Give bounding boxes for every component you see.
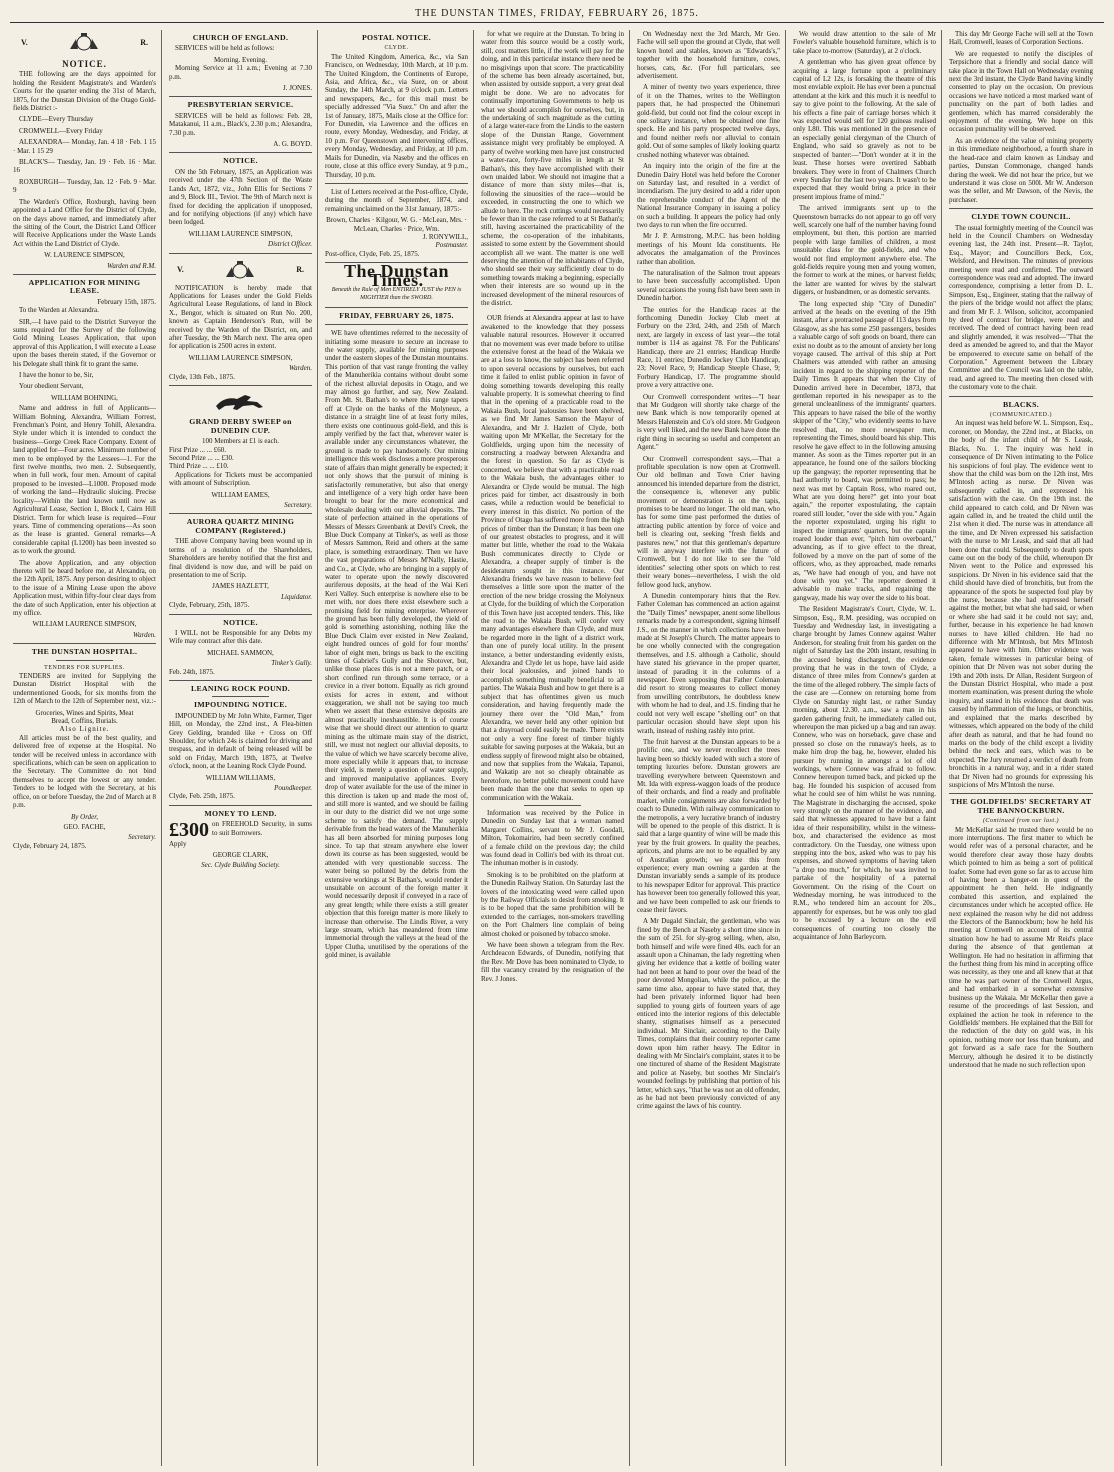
prize-1: First Prize ... ... £60.: [169, 445, 226, 454]
article-fire: An inquiry into the origin of the fire at the Dunedin Dairy Hotel was held before the Coroner on Saturday last, and resulted in a verdict of incendiarism. The jury desired to add a rider upon the reprehensible conduct of the Agent of the National Insurance Company in issuing a policy on such a building. It appears the policy had only two days to run when the fire occurred.: [637, 162, 780, 229]
application-title: APPLICATION FOR MINING LEASE.: [28, 277, 141, 296]
impound-date: Clyde, Feb. 25th, 1875.: [169, 792, 235, 801]
blacks-text: An inquest was held before W. L. Simpson, Esq., coroner, on Monday, the 22nd inst., at Blacks, on the body of the infant child of Mr S. Leask, Blacks, No. 1. The inquiry was held in consequence of Dr Niven intimating to the Police his suspicions of foul play. The evidence went to show that the child was born on the 12th inst, Mrs M'Intosh acting as nurse. Dr Niven was subsequently called in, and expressed his satisfaction with the case. On the 19th inst. the child appeared to catch cold, and Dr Niven was again called in, and he treated the child until the 21st when it died. The nurse was in attendance all the time, and Dr Niven expressed his satisfaction with the nurse to Mr Leask, and said that all had been done that could. Subsequently to death spots came out on the body of the child, whereupon Dr Niven went to the Police and expressed his suspicions. Dr Niven in his evidence said that the child should have died of bronchitis, but from the appearance of the spots he suspected foul play by the nurse, because she had expressed herself against the mother, but what she had said, or when or where she had said it he could not say; and, further, because in his experience he had known nurses to have killed children. He had no difference with Mr M'Intosh, but Mrs M'Intosh appeared to have with him. Other evidence was taken, female witnesses in particular being of opinion that Dr Niven was not sober during the 19th and 20th insts. Dr Allan, Resident Surgeon of the Dunstan District Hospital, who made a post mortem examination, was present during the whole inquiry, and stated in his evidence that death was caused by inflammation of the lungs, or bronchitis, and explained that the marks described by witnesses, which appeared on the body of the child after death as natural, and that he had found no marks on the body of the child except a lividity behind the neck and ears, which was to be expected. The Jury returned a verdict of death from bronchitis in a natural way, and in a rider stated that Dr Niven had no grounds for expressing his suspicions of Mrs M'Intosh the nurse.: [949, 419, 1093, 789]
council-title: CLYDE TOWN COUNCIL.: [971, 212, 1071, 222]
notification-date: Clyde, 13th Feb., 1875.: [169, 372, 235, 381]
column-1: [10, 30, 162, 1466]
editorial-text: WE have oftentimes referred to the necessity of initiating some measure to secure an increase to the water supply, available for mining purposes under the eastern slopes of the Dunstan mountains. This portion of that vast range fronting the valley of the Manuherikia contains without doubt some of the richest alluvial deposits in Otago, and we may almost go further, and say, New Zealand. From Mt. St. Bathan's to where this range tapers off at Clyde on the banks of the Molyneux, a distance in a straight line of at least forty miles, there exists one continuous gold-field, and this is amply verified by the fact that, wherever water is available under any circumstances whatever, the ground is made to pay handsomely. Our mining intelligence this week discloses a more prosperous state of affairs than might generally be expected; it not only shows that the pursuit of mining is satisfactorily remunerative, but also that energy and intelligence of a very high order have been brought to bear for the more economical and wholesale dealing with our alluvial deposits. The state of perfection attained in the operations of Messrs of Messrs Greenbank at Devil's Creek, the Blue Duck Company at Tinker's, as well as those of Messrs Sammon, Reid and others at the same place, is something extraordinary. Then we have the vast preparations of Messrs M'Nally, Hastie, and Co., at Clyde, who are bringing in a supply of water to operate upon the newly discovered auriferous deposits, at the head of the Wai Keri Keri Valley. Such enterprise is nowhere else to be met with, nor does there exist elsewhere such a promising field for mining enterprise. Wherever the ground has been fully developed, the yield of gold is something astonishing, nothing like the Blue Duck Claim ever existed in New Zealand, eight hundred ounces of gold for four months' labor of eight men, brings us back to the exciting times of Gabriel's Gully and the Shotover, but, unlike those places this is not a mere patch, or a short confined run through some terrace, or a crevice in a river bottom. Equally as rich ground exists for acres in extent, and without exaggeration, we shall not be saying too much when we assert that these extensive deposits are almost practically inexhaustible. It is of course wise that we should direct our attention to quartz mining as the ultimate main stay of the district, still, we must not neglect our alluvial deposits, to the value of which we have scarcely become alive, more especially while it appears that, to increase their yield, is merely a question of water supply, and improved manipulative appliances. Every drop of water available for the use of the miner in this direction is taken up and made the most of, and still more is wanted, and we should be failing in our duty to the district did we not urge some scheme to satisfy the demand. The supply derivable from the head waters of the Manuherikia has all been absorbed for mining purposes long since. To tap that stream anywhere else lower down its course as has been suggested, would be attended with very questionable success. The water being so polluted by the debris from the extensive workings at St Bathan's, would render it unsuitable on account of the foreign matter it would necessarily deposit if conveyed in a race of any great length; while there exists a still greater objection that this foreign matter is more likely to increase than otherwise. The Lindis River, a very large stream, which has meandered from time immemorial through the valleys at the head of the Upper Clutha, unutilised by the operations of the gold miner, is available: [325, 329, 468, 960]
money-amount: £300: [169, 819, 209, 842]
council-text: The usual fortnightly meeting of the Council was held in the Council Chambers on Wednesday evening last, the 24th inst. Present—R. Taylor, Esq., Mayor; and Councillors Beck, Cox, Welsford, and Hewitson. The minutes of previous meeting were read and confirmed. The outward correspondence was read and adopted. The inward correspondence, comprising a letter from D. L. Simpson, Esq., Engineer, stating that the railway of the piers of the bridge would not affect the plans; and from Mr F. J. Wilson, solicitor, accompanied by deed of contract for bridge, were read and received. The deed of contract having been read and slightly amended, it was resolved—"That the deed as amended be agreed to, and that the Mayor be empowered to execute same on behalf of the Corporation." Agreement between the Library Committee and the Council was laid on the table, read, and agreed to. The meeting then closed with the customary vote to the chair.: [949, 223, 1093, 392]
horse-race-icon: [169, 390, 312, 414]
royal-crest: [13, 30, 156, 56]
court-alexandra: ALEXANDRA— Monday, Jan. 4 18 · Feb. 1 15 · Mar. 1 15 29: [13, 138, 156, 155]
sweep-role: Secretary.: [284, 501, 312, 510]
article-fache: This day Mr George Fache will sell at the Town Hall, Cromwell, leases of Corporation Sections.: [949, 30, 1093, 47]
notice-date-3: Feb. 24th, 1875.: [169, 667, 215, 676]
aurora-text: THE above Company having been wound up in terms of a resolution of the Shareholders, Shareholders are hereby notified that the first and final dividend is now due, and will be paid on presentation to me of Scrip.: [169, 537, 312, 579]
letters-signature: J. RONYWILL,: [422, 232, 468, 241]
hospital-signature: GEO. FACHE,: [63, 822, 106, 831]
application-honor: I have the honor to be, Sir,: [19, 371, 94, 379]
court-cromwell: CROMWELL—Every Friday: [19, 126, 103, 135]
hospital-text-2: All articles must be of the best quality, and delivered free of expense at the Hospital. No tender will be received unless in accordance with specifications, which can be seen on application to the Secretary. The Committee do not bind themselves to accept the lowest or any tender. Tenders to be lodged with the Secretary, at his office, on or before Tuesday, the 2nd of March at 8 p.m.: [13, 733, 156, 810]
article-police: Information was received by the Police in Dunedin on Sunday last that a woman named Margaret Collins, servant to Mr J. Goodall, Milton, Tokomairiro, had been secretly confined of a female child on the previous day; the child was found dead in Collin's bed with its throat cut. The inhuman mother is in custody.: [481, 808, 624, 868]
article-armstrong: Mr J. P. Armstrong, M.P.C. has been holding meetings of his Mount Ida constituents. He advocates the amalgamation of the Provinces rather than abolition.: [637, 232, 780, 266]
goldfields-subtitle: (Continued from our last.): [982, 818, 1060, 825]
article-bank: Our Cromwell correspondent writes—"I hear that Mr Gudgeon will shortly take charge of the new Bank which is now temporarily opened at Messrs Halenstein and Co's old store. Mr Gudgeon is very well liked, and the new Bank have done the right thing in securing so useful and competent an Agent.": [637, 392, 780, 452]
impound-signature: WILLIAM WILLIAMS,: [205, 773, 276, 782]
hospital-subtitle: TENDERS FOR SUPPLIES.: [44, 664, 125, 671]
prize-3: Third Prize ... ... £10.: [169, 462, 229, 471]
article-wakaia: OUR friends at Alexandra appear at last to have awakened to the knowledge that they possess valuable natural resources. However it occurred that no movement was ever made before to utilise the extensive forest at the head of the Wakaia we are at a loss to know, the subject has been referred to upon several occasions by ourselves, but each time it failed to enlist public opinion in favor of doing something towards developing this really valuable property. It is somewhat cheering to find that in the opening of a practicable road to the Wakaia Bush, local jealousies have been shelved, as we find Mr James Samson the Mayor of Alexandra, and Mr J. Hazlett of Clyde, both waiting upon Mr M'Kellar, the Secretary for the Goldfields, urging upon him the necessity of constructing a roadway between Alexandra and the forest in question. So far as Clyde is concerned, we believe that with a practicable road to the Wakaia bush, the advantages either to Alexandra or Clyde would be mutual. The high prices paid for timber, act disastrously in both cases, while a reduction would be beneficial to every interest in this district. No portion of the Province of Otago has suffered more from the high prices of timber than the Dunstan; it has been one of our greatest obstacles to progress, and it will matter but little, whether the road to the Wakaia Bush communicates directly to Clyde or Alexandra, a cheaper supply of timber is the desideratum sought in this instance. Our Alexandra friends we have reason to believe feel themselves a little sore upon the matter of the erection of the new bridge crossing the Molyneux at Clyde, for the building of which the Corporation of this Town have just accepted tenders. This, like the road to the Wakaia Bush, will confer very many advantages elsewhere than Clyde, and must be regarded more in the light of a district work, than one of purely local utility. In the present instance, a better understanding evidently exists, Alexandra and Clyde let us hope, have laid aside their local jealousies, and joined hands to accomplish something mutually beneficial to all parties. The Wakaia Bush and how to get there is a subject that has oftentimes given us much consideration, and having frequently made the journey there over the "Old Man," from Alexandra, we never held any other opinion but that a drayroad could easily be made. There exists not only a very fine forest of timber highly suitable for sawing purposes at the Wakaia, but an endless supply of firewood might also be obtained, and now that supplies from the Wakaia, Tapanui, and Wakatip are not so cheaply obtainable as heretofore, no better public movement could have been made than the one that seeks to open up communication with the Wakaia.: [481, 314, 624, 802]
notification-signature: WILLIAM LAURENCE SIMPSON,: [188, 353, 293, 362]
notice-signature: WILLIAM LAURENCE SIMPSON,: [188, 229, 293, 238]
masthead: THE DUNSTAN TIMES, FRIDAY, FEBRUARY 26, 1875.: [10, 6, 1104, 23]
church-title: CHURCH OF ENGLAND.: [192, 33, 289, 42]
article-salmon: The naturalisation of the Salmon trout appears to have been successfully accomplished. Upon several occasions the young fish have been seen in Dunedin harbor.: [637, 268, 780, 303]
article-water-race: for what we require at the Dunstan. To bring in water from this source would be a costly work, still, cost matters little, if the work will pay for the doing, and in this particular instance there need be no misgivings upon that score. The practicability of the scheme has been already ascertained, but, when assisted by outside support, a very great deal might be done. We are no advocates for continually importuning Governments to help us what we should accomplish for ourselves, but, in the undertaking of such magnitude as the cutting of a large water-race from the Lindis to the eastern slope of the Dunstan Range, Government assistance might very profitably be employed. A party of twelve working men have just constructed a water-race, forty-five miles in length at St Bathan's, this they have accomplished with their own unaided labor. We should not imagine that a distance of more than sixty miles—that is, following the sinuosities of the race—would be exceeded, in constructing the one to which we allude to here. The rock cuttings would necessarily be fewer than in the case referred to at St Bathan's; still, having ascertained the practicability of the scheme, the co-operation of the inhabitants, assisted to some extent by the Government should accomplish all we want. The matter is one well deserving the attention of the inhabitants of Clyde, who should see their way sufficiently clear to do something towards making a beginning, especially when their interests are so wound up in the increased development of the mineral resources of the district.: [481, 30, 624, 307]
application-date: February 15th, 1875.: [97, 297, 156, 306]
application-signature: WILLIAM BOHNING,: [51, 393, 118, 402]
application-to: To the Warden at Alexandra.: [19, 306, 99, 315]
notification-text: NOTIFICATION is hereby made that Applications for Leases under the Gold Fields Agricultural Lease Regulations, of land in Block X., Bengor, which is situated on Run No. 200, known as Captain Henderson's Run, will be received by the Warden of the District, on, and after Tuesday, the 9th March next. The area open for application is 2500 acres in extent.: [169, 283, 312, 351]
column-4: [478, 30, 630, 1466]
aurora-title: AURORA QUARTZ MINING COMPANY (Registered.): [186, 517, 295, 535]
goldfields-text: Mr McKellar said he trusted there would be no more interruptions. The first matter to which he would refer was of a personal character, and he would therefore clear away those hazy doubts which pointed to him as being a sort of political loafer. Some had even gone so far as to accuse him of having been a hanger-on in quest of the appointment he then held. He indignantly combated this assertion, and explained the circumstances under which he accepted office. He next explained the reason why he did not address the Electors of the Bannockburn; how he held his meeting at Cromwell on account of its central situation how he had to assume Mr Reid's place during the absence of that gentleman at Wellington. He had no hesitation in affirming that the furthest thing from his mind in accepting office was necessity, as they one and all knew that at that time he was part owner of the Cromwell Argus, and had embarked in a somewhat extensive business up the Wakaia. Mr McKellar then gave a resume of the proceedings of last Session, and explained the action he took in reference to the Goldfields' members. He explained that the Bill for the reduction of the duty on gold was, in his opinion, nothing more nor less than bunkum, and got forward as a safe race for the Southern Mercury, although he desired it to be distinctly understood that he made no such reflection upon: [949, 825, 1093, 1069]
article-races: The entries for the Handicap races at the forthcoming Dunedin Jockey Club meet at Forbury on the 23rd, 24th, and 25th of March next, are largely in excess of last year—the total number is 114 as against 78. For the Publicans' Handicap, there are 21 entries; Handicap Hurdle Race, 11 entries; Dunedin Jockey Club Handicap, 23; Novel Race, 9; Handicap Steeple Chase, 9; Forbury Handicap, 17. The programme should prove a very attractive one.: [637, 305, 780, 390]
court-clyde: CLYDE—Every Thursday: [19, 115, 94, 124]
hearing-signature: WILLIAM LAURENCE SIMPSON,: [32, 620, 137, 629]
hospital-goods-3: Also Lignite.: [59, 725, 110, 734]
presbyterian-text: SERVICES will be held as follows: Feb. 28, Matakanui, 11 a.m., Black's, 2.30 p.m.; Alexandra, 7.30 p.m.: [169, 111, 312, 137]
article-miner: A miner of twenty two years experience, three of it on the Thames, writes to the Wellington papers that, he had prospected the Ohinemuri gold-field, but could not find the colour except in one solitary instance, when he obtained one fine speck. He and his party prospected twelve days, and found neither reefs nor alluvial to contain gold. Out of some samples of likely looking quartz crushed nothing whatever was obtained.: [637, 83, 780, 159]
article-sale: On Wednesday next the 3rd March, Mr Geo. Fache will sell upon the ground at Clyde, that well known hotel and stables, known as "Edwards's," together with the household furniture, cows, horses, cats, &c. (For full particulars, see advertisement.: [637, 30, 780, 81]
notice-place-3: Tinker's Gully.: [271, 659, 312, 668]
paper-motto: Beneath the Rule of Men ENTIRELY JUST the PEN is MIGHTIER than the SWORD.: [331, 286, 462, 302]
hospital-by-order: By Order,: [71, 812, 98, 821]
pound-title: LEANING ROCK POUND.: [190, 683, 291, 693]
church-signature: J. JONES.: [283, 84, 312, 93]
newspaper-page: [10, 30, 1104, 1466]
hearing-role: Warden.: [132, 630, 156, 639]
notice-signature-3: MICHAEL SAMMON,: [207, 648, 274, 657]
hospital-goods-1: Groceries, Wines and Spirits, Meat: [35, 708, 134, 717]
postal-title: POSTAL NOTICE.: [361, 33, 432, 42]
sweep-title: GRAND DERBY SWEEP on DUNEDIN CUP.: [189, 417, 292, 435]
article-fowler: We would draw attention to the sale of Mr Fowler's valuable household furniture, which is to take place to-morrow (Saturday), at 2 o'clock.: [793, 30, 936, 55]
article-bellman: Our Cromwell correspondent says,—That a profitable speculation is now open at Cromwell. Our old bellman and Town Crier having announced his intended departure from the district, the consequence is, whenever any public movement or demonstration is on the tapis, promises to be heard no longer. The old man, who has for some time past performed the duties of attracting public attention by force of voice and bell is clearing out, seeking "fresh fields and pastures new," not that this gentleman's departure will in anyway interfere with the future of Cromwell, but I do not like to see the "old identities" selecting other spots on which to rest their weary bones—nevertheless, I wish the old fellow good luck, anyhow.: [637, 454, 780, 589]
application-servant: Your obedient Servant,: [19, 382, 84, 391]
money-block: [169, 820, 312, 840]
aurora-date: Clyde, February, 25th, 1875.: [169, 601, 250, 610]
hospital-role: Secretary.: [128, 833, 156, 842]
money-role: Sec. Clyde Building Society.: [201, 861, 280, 870]
coat-of-arms-icon: [66, 31, 102, 55]
money-apply: Apply: [169, 840, 187, 849]
letters-names: Brown, Charles · Kilgour, W. G. · McLean, Mrs. · McLean, Charles · Price, Wm.: [326, 216, 467, 233]
letters-date: Post-office, Clyde, Feb. 25, 1875.: [325, 249, 420, 258]
article-fruit: The fruit harvest at the Dunstan appears to be a prolific one, and we never recollect the trees having been so thickly loaded with such a store of tempting luxuries before. Dunstan growers are travelling everywhere between Queenstown and Mt. Ida with express-waggon loads of the produce of their orchards, and find a ready and profitable market, while consignments are also forwarded by coach to Dunedin. With railway communication to the metropolis, a very lucrative branch of industry will be opened to the people of this district. It is said that a large quantity of wine will be made this year by the fruit growers. In quality the peaches, apricots, and plums are not to be equalled by any of Australian growth; we state this from experience; every man owning a garden at the Dunstan invariably sends a sample of its produce to his newspaper Editor for approval. This practice has however been too generally followed this year, and we have been compelled to ask our friends to cease their favors.: [637, 737, 780, 915]
presbyterian-signature: A. G. BOYD.: [273, 140, 312, 149]
column-7: [946, 30, 1098, 1466]
sweep-signature: WILLIAM EAMES,: [211, 490, 270, 499]
column-3: [322, 30, 474, 1466]
column-2: [166, 30, 318, 1466]
notice-title-3: NOTICE.: [223, 617, 258, 627]
postal-text: The United Kingdom, America, &c., via San Francisco, on Wednesday, 10th March, at 10 p.m. The United Kingdom, the Continents of Europe, Asia, and Africa, &c., via Suez, on or about Sunday, the 14th March, at 9 o'clock p.m. Letters and newspapers, &c., for this mail must be specially addressed "Via Suez." On and after the 1st of January, 1875, Mails close at the Office for: For Dunedin, via Lawrence and the offices en route, every Monday, Wednesday, and Friday, at 10 p.m. For Queenstown and intervening offices, every Monday, Wednesday, and Friday, at 10 p.m. Mails for Dunedin, via Naseby and the offices en route, close at this office every Sunday, at 9 p.m., Thursday, 10 p.m.: [325, 52, 468, 179]
coat-of-arms-icon: [222, 259, 258, 283]
application-text: SIR,—I have paid to the District Surveyor the sums required for the Survey of the following Gold Mining Leases Application, that upon approval of this Application, I will execute a Lease upon the bases therein stated, if the Governor or his Delegate shall think fit to grant the same.: [13, 317, 156, 368]
letters-role: Postmaster.: [435, 241, 468, 250]
prize-2: Second Prize ... ... £30.: [169, 454, 234, 463]
notice-text-2: ON the 5th February, 1875, an Application was received under the 47th Section of the Waste Lands Act, 1872, viz., John Ellis for Sections 7 and 9, Block III., Teviot. The 9th of March next is fixed for deciding the application if unopposed, and for notifying objections (if any) which have been lodged.: [169, 167, 312, 227]
article-immigrants: The arrived immigrants sent up to the Queenstown barracks do not appear to go off very well, scarcely one half of the number having found employment, but then, this portion are married people with large families of children, a most unsuitable class for the gold-fields, and who would not find employment anywhere else. The gold-fields require young men and young women, the former to work at the mines, or harvest fields; the latter are wanted for wives by the stalwart diggers, or husbandmen, or as domestic servants.: [793, 204, 936, 297]
article-dance: We are requested to notify the disciples of Terpsichore that a friendly and social dance will take place in the Town Hall on Wednesday evening next the 3rd instant, the Clyde Band having kindly consented to play on the occasion. On previous occasions we have noticed a most marked want of punctuality on the part of both ladies and gentlemen, which has marred considerably the enjoyment of the evening. We hope on this occasion punctuality will be observed.: [949, 49, 1093, 134]
application-details: Name and address in full of Applicants—William Bohning, Alexandra, William Forrest, Frenchman's Point, and Henry Tohill, Alexandra. Style under which it is intended to conduct the business—Gorge Creek Race Company. Extent of land applied for—Four acres. Minimum number of men to be employed by the Lessees—1. For the first twelve months, two men. 2. Subsequently, when in full work, four men. Amount of capital proposed to be invested—L1000. Proposed mode of working the land—Hydraulic sluicing. Precise locality—Within the land known until now as Agricultural Lease, Section 1, Block I, Cairn Hill District. Term for which lease is required—Four years. Time of commencing operations—As soon as the lease is granted. General remarks—A considerable capital (L1200) has been invested so as to work the ground.: [13, 404, 156, 556]
warden-role: Warden and R.M.: [107, 261, 156, 270]
sweep-text: Applications for Tickets must be accompanied with amount of Subscription.: [169, 470, 312, 488]
article-mining-share: As an evidence of the value of mining property in this immediate neighborhood, a fourth share in the head-race and claim known as Lindsay and parties, Dunstan Commonage, changed hands during the week. We did not hear the price, but we understand it was close on 500l. Mr W. Anderson was the seller, and Mr Dawson, of the Nevis, the purchaser.: [949, 136, 1093, 204]
blacks-subtitle: (COMMUNICATED.): [990, 412, 1052, 419]
warden-signature: W. LAURENCE SIMPSON,: [44, 251, 125, 260]
impound-text: IMPOUNDED by Mr John White, Farmer, Tiger Hill, on Monday, the 22nd inst., A Flea-bitten Grey Gelding, branded like + Cross on Off Shoulder, for which 24s is claimed for driving and trespass, and in default of being released will be sold on Friday, March 19th, 1875, at Twelve o'clock, noon, at the Leaning Rock Clyde Pound.: [169, 711, 312, 771]
application-hearing: The above Application, and any objection thereto will be heard before me, at Alexandra, on the 12th April, 1875. Any person desiring to object to the issue of a Mining Lease upon the above Application must, within fifty-four clear days from the date of such Application, enter his objection at my office.: [13, 558, 156, 617]
article-smoking: Smoking is to be prohibited on the platform at the Dunedin Railway Station. On Saturday last the lovers of the intoxicating weed were called upon by the Railway Officials to desist from smoking. It is to be hoped that the same prohibition will be extended to the carriages, non-smokers travelling on the Port Chalmers line complain of being almost choked or poisoned by tobacco smoke.: [481, 870, 624, 938]
aurora-signature: JAMES HAZLETT,: [212, 582, 269, 591]
presbyterian-title: PRESBYTERIAN SERVICE.: [187, 100, 294, 110]
article-horses: A gentleman who has given great offence by acquiring a large fortune upon a preliminary capital of L2 12s, is forsaking the theatre of this most enviable exploit. He has ever been a punctual attendant at the kirk and this much it is needful to say to give point to the following. At the sale of his effects a fine pair of carriage horses which it was expected would sell for 120 guineas realised only L80. This was mentioned in the presence of an especially genial clergyman of the Church of England, who said so gravely as not to be suspected of banter:—"Don't wonder at it in the least. These horses were overtired Sabbath breakers. They were in front of Chalmers Church every Sunday for the last two years. It wasn't to be expected that they would bring a price in their present impious frame of mind.": [793, 58, 936, 201]
crest-left-letter: V.: [21, 37, 28, 47]
goldfields-title: THE GOLDFIELDS' SECRETARY AT THE BANNOCKBURN.: [950, 797, 1092, 815]
notice-title: NOTICE.: [62, 59, 107, 69]
notice-text: THE following are the days appointed for holding the Resident Magistrate's and Warden's Courts for the quarter ending the 31st of March, 1875, for the Dunstan Division of the Otago Gold-fields District :-: [13, 70, 156, 113]
postal-clyde: CLYDE.: [384, 45, 409, 52]
letters-text: List of Letters received at the Post-office, Clyde, during the month of September, 1874, and remaining unclaimed on the 31st January, 1875:-: [325, 187, 468, 213]
notice-title-2: NOTICE.: [223, 156, 258, 166]
money-text: on FREEHOLD Security, in sums to suit Borrowers.: [212, 820, 312, 837]
church-text: SERVICES will be held as follows:: [175, 44, 275, 53]
crest-left-letter: V.: [177, 265, 184, 275]
money-title: MONEY TO LEND.: [204, 808, 277, 818]
impound-title: IMPOUNDING NOTICE.: [194, 700, 287, 710]
church-text-2: Morning Service at 11 a.m.; Evening at 7.30 p.m.: [169, 64, 312, 81]
article-sinclair: A Mr Dugald Sinclair, the gentleman, who was fined by the Bench at Naseby a short time since in the sum of 25l. for sly-grog selling, when, also, both himself and wife were fined 40s. each for an assault upon a Chinaman, the lady regretting when giving her evidence that a kettle of boiling water had not been at hand to pour over the head of the poor devoted Mongolian, while the police, at the same time also, appear to have stated that, they had been privately informed liquor had been supplied to young girls of fourteen years of age enticed into the interior regions of this delectable shanty, stigmatises himself as a persecuted individual. Mr Sinclair, according to the Daily Times, complains that their country reporter came down upon him rather heavy. The Editor in dealing with Mr Sinclair's complaint, states it to be one tinctured of shame of the Resident Magistrate and police at Naseby, but soothes Mr Sinclair's wounded feelings by publishing that portion of his letter, which says, "that he was not an old offender, as he had not been previously convicted of any crime against the laws of his country.: [637, 917, 780, 1111]
column-5: [634, 30, 786, 1466]
notice-role: District Officer.: [268, 240, 312, 249]
hospital-title: THE DUNSTAN HOSPITAL.: [31, 647, 138, 657]
notice-text-3: I WILL not be Responsible for any Debts my Wife may contract after this date.: [169, 628, 312, 646]
money-signature: GEORGE CLARK,: [212, 850, 269, 859]
hospital-date: Clyde, February 24, 1875.: [13, 841, 87, 850]
article-telegram: We have been shown a telegram from the Rev. Archdeacon Edwards, of Dunedin, notifying that the Rev. Mr Dove has been nominated to Clyde, to fill the vacancy created by the resignation of the Rev. J Jones.: [481, 941, 624, 983]
court-roxburgh: ROXBURGH— Tuesday, Jan. 12 · Feb. 9 · Mar. 9: [13, 177, 156, 195]
hospital-text: TENDERS are invited for Supplying the Dunstan District Hospital with the undermentioned Goods, for six months from the 12th of March to the 12th of September next, viz.:-: [13, 672, 156, 706]
warden-text: The Warden's Office, Roxburgh, having been appointed a Land Office for the District of Clyde, on the days above named, and immediately after the sitting of the Court, the District Land Officer will Receive Applications under the Waste Lands Act within the Land District of Clyde.: [13, 197, 156, 248]
blacks-title: BLACKS.: [1002, 399, 1040, 409]
court-blacks: BLACK'S— Tuesday, Jan. 19 · Feb. 16 · Mar. 16: [13, 158, 156, 175]
paper-date: FRIDAY, FEBRUARY 26, 1875.: [339, 310, 454, 320]
aurora-role: Liquidator.: [281, 592, 312, 601]
notification-role: Warden.: [288, 364, 312, 373]
article-ship: The long expected ship "City of Dunedin" arrived at the heads on the evening of the 19th instant, after a protracted passage of 113 days from Glasgow, as she has some 250 passengers, besides a valuable cargo of soft goods on board, there can exist no doubt as to the amount of anxiety her long voyage caused. The arrival of this ship at Port Chalmers was attended with rather an amusing incident in regard to the shipping reporter of the Daily Times It appears that when the City of Dunedin arrived here in December, 1873, that gentleman reported in his newspaper as to the general uncleanliness of the immigrants' quarters. This appears to have raised the bile of the worthy skipper of the "City," who evidently seems to have resolved that, no more newspaper men, representing the Times, should board his ship. This resolve he gave effect to in the following amusing manner. As soon as the Times reporter put in an appearance, he found one of the sailors blocking up the gangway; the reporter representing that he had authority to board, was permitted to pass; he next was met by Captain Ross, who roared out, What are you doing here?" get into your boat again," the reporter expostulating, the captain roared still louder, "over the side with you." Again the reporter expostulated, urging his right to inspect the immigrants' quarters, but the captain roared louder than ever, "pitch him overboard," advancing, as if to give effect to the threat, followed by a move on the part of some of the officers, who, as they approached, made remarks as, "We have had enough of you, and have not done with you yet." The reporter deemed it advisable to make tracks, and regaining the gangway, made his way over the side to his boat.: [793, 299, 936, 602]
paper-title: The Dunstan Times.: [343, 261, 450, 290]
article-coleman: A Dunedin contemporary hints that the Rev. Father Coleman has commenced an action against the "Daily Times" newspaper, anent some libellous remarks made by a correspondent, signing himself J.S., on the manner in which collections have been made at St Joseph's Church. The matter appears to be one wholly connected with the congregation themselves, and J.S. although a Catholic, should have stated his grievance in the proper quarter, instead of parading it in the columns of a newspaper. Even supposing that Father Coleman did resort to strong measures to collect money from unwilling contributors, he doubtless knew with whom he had to deal, and J.S. finding that he could not very well escape "shelling out" on that particular occasion should have slept upon his wrath, instead of rushing rashly into print.: [637, 592, 780, 735]
crest-right-letter: R.: [140, 37, 148, 47]
royal-crest-2: [169, 258, 312, 284]
column-6: [790, 30, 942, 1466]
sweep-members: 100 Members at £1 is each.: [202, 437, 279, 446]
hospital-goods-2: Bread, Coffins, Burials.: [51, 717, 118, 726]
article-court: The Resident Magistrate's Court, Clyde, W. L. Simpson, Esq., R.M. presiding, was occupied on Tuesday and Wednesday last, in investigating a charge brought by James Connew against Walter Anderson, for stealing fruit from his garden on the night of Saturday last the 20th instant, resulting in the accused being discharged, the evidence proving that he was in the town of Clyde, a distance of three miles from Connew's garden at the time of the alleged robbery. The simple facts of the case are —Connew on returning home from Clyde on Saturday night last, or rather Sunday morning, about 12.30. a.m., saw a man in his garden gathering fruit, he immediately called out, whereupon the man picked up a bag and ran away. Connew, who was on horseback, gave chase and pressed so close on the runaway's heels, as to make him drop the bag, he, however, eluded his pursuer by running in amongst a lot of old workings, where Connew was afraid to follow. Connew hereupon turned back, and picked up the bag. He founded his suspicion of accused from what he could see of him whilst he was running. The Magistrate in discharging the accused, spoke very strongly on the manner of the evidence, and said that witnesses appeared to have but a faint idea of their responsibility, whilst in the witness-box, and characterised the evidence as most contradictory. On the Tuesday, one witness upon stepping into the box, asked who was to pay his expenses, and showed symptoms of having taken "a drop too much," for which, he was invited to partake of the hospitality of a paternal Government. On the rising of the Court on Wednesday morning, he was introduced to the R.M., who tendered him an account for 20s., apparently for expenses, but he was only too glad to be excused by a lecture on the evil consequences of courting too closely the acquaintance of John Barleycorn.: [793, 605, 936, 942]
crest-right-letter: R.: [296, 265, 304, 275]
impound-role: Poundkeeper.: [274, 784, 312, 793]
church-times: Morning. Evening.: [213, 55, 268, 64]
